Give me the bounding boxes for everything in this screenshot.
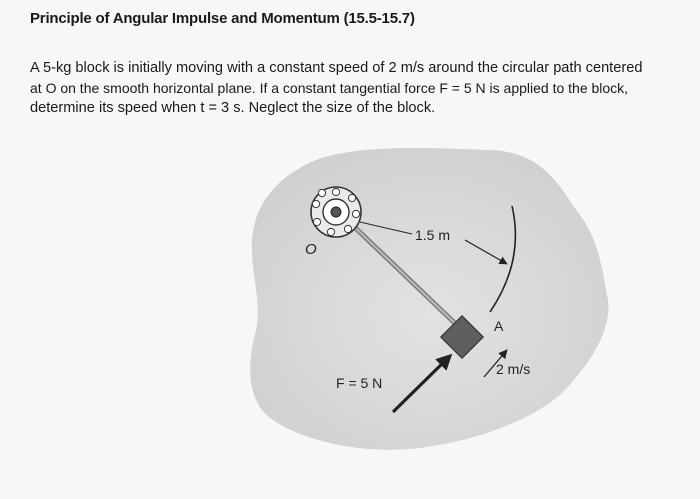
problem-line: at O on the smooth horizontal plane. If a constant tangential force F = 5 N is applied to the block, bbox=[30, 80, 629, 96]
page-title: Principle of Angular Impulse and Momentum (15.5-15.7) bbox=[30, 10, 415, 27]
label-a: A bbox=[494, 318, 504, 334]
label-force: F = 5 N bbox=[336, 375, 383, 391]
problem-line: A 5-kg block is initially moving with a constant speed of 2 m/s around the circular path centered bbox=[30, 60, 643, 76]
label-radius: 1.5 m bbox=[415, 227, 451, 243]
label-speed: 2 m/s bbox=[496, 361, 531, 377]
label-o: O bbox=[305, 241, 317, 258]
problem-line: determine its speed when t = 3 s. Neglect the size of the block. bbox=[30, 100, 436, 116]
pivot-bearing bbox=[311, 187, 361, 237]
